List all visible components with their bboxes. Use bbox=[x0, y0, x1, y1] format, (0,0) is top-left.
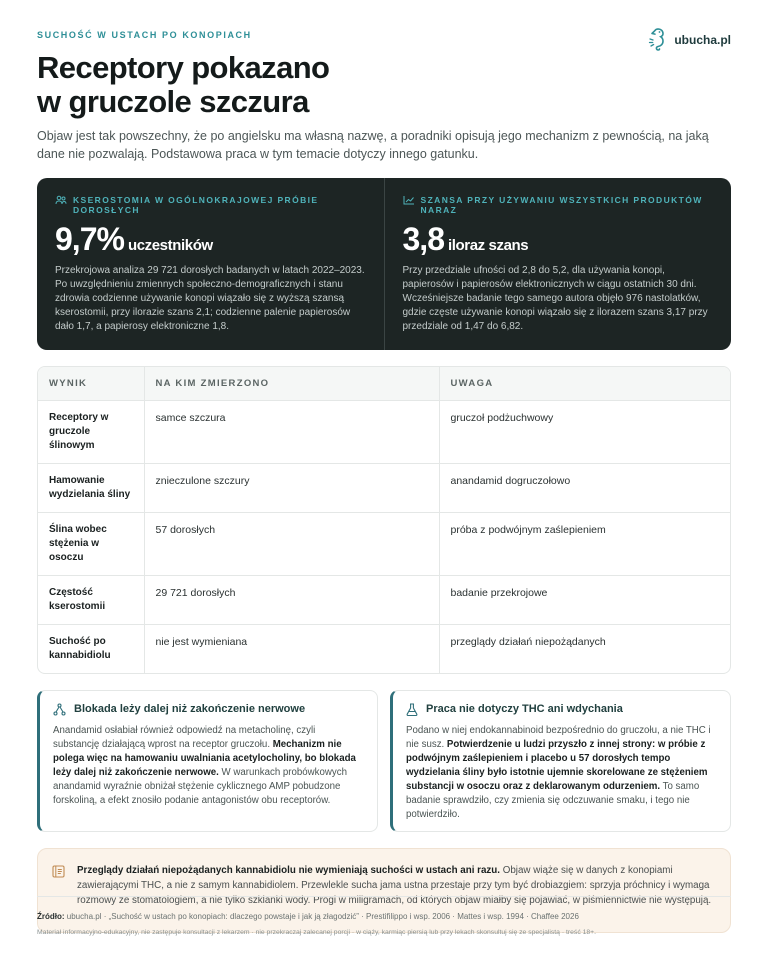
stat-label bbox=[55, 195, 367, 215]
stats-panel bbox=[37, 178, 731, 350]
source-label: Źródło: bbox=[37, 912, 65, 921]
brand-logo[interactable] bbox=[646, 27, 731, 53]
table-cell: 29 721 dorosłych bbox=[144, 575, 439, 624]
stat-label-text: SZANSA PRZY UŻYWANIU WSZYSTKICH PRODUKTÓW NARAZ bbox=[420, 195, 703, 215]
table-cell: Receptory w gruczole ślinowym bbox=[49, 411, 109, 451]
stat-xerostomia bbox=[37, 178, 384, 350]
table-row bbox=[38, 575, 730, 624]
note-body: Objaw wiąże się w danych z konopiami zawierającymi THC, a nie z samym kannabidiolem. Przewlekle sucha jama ustna przestaje przy tym być drobiazgiem: sprzyja próchnicy i wymaga rozmowy ze stomatologiem, a nie tylko szklanki wody. Progi w miligramach, od których objaw miałby się pojawiać, w piśmiennictwie nie występują. bbox=[77, 864, 712, 906]
brand-name: ubucha.pl bbox=[674, 33, 731, 47]
table-cell: 57 dorosłych bbox=[144, 512, 439, 575]
trend-icon bbox=[403, 195, 415, 205]
table-cell: anandamid dogruczołowo bbox=[439, 463, 730, 512]
table-cell: gruczoł podżuchwowy bbox=[439, 400, 730, 463]
card-text: W warunkach probówkowych anandamid wyraźnie obniżał stężenie cyklicznego AMP pobudzone forskoliną, a efekt znosiło podanie antagonistów obu receptorów. bbox=[53, 766, 347, 806]
document-icon bbox=[52, 865, 65, 878]
stat-label-text: KSEROSTOMIA W OGÓLNOKRAJOWEJ PRÓBIE DOROSŁYCH bbox=[73, 195, 319, 215]
source-line bbox=[37, 912, 731, 921]
card-text: Anandamid osłabiał również odpowiedź na metacholinę, czyli substancję działającą wprost na receptor gruczołu. bbox=[53, 724, 316, 750]
column-header: UWAGA bbox=[439, 367, 730, 400]
card-blockade bbox=[37, 690, 378, 832]
table-cell: Ślina wobec stężenia w osoczu bbox=[38, 512, 144, 575]
info-cards bbox=[37, 690, 731, 832]
table-row bbox=[38, 624, 730, 673]
title-line-1: Receptory pokazano bbox=[37, 50, 330, 85]
table-row bbox=[38, 512, 730, 575]
stat-value: 9,7% bbox=[55, 221, 124, 257]
stat-description: Przekrojowa analiza 29 721 dorosłych badanych w latach 2022–2023. Po uwzględnieniu zmiennych społeczno-demograficznych i stanu zdrowia codzienne używanie konopi wiązało się z wyższą szansą kserostomii, przy ilorazie szans 2,1; codzienne palenie papierosów dało 1,7, a papierosy elektroniczne 1,8. bbox=[55, 265, 365, 332]
table-row bbox=[38, 400, 730, 463]
stat-unit: iloraz szans bbox=[447, 237, 529, 254]
stat-odds-ratio bbox=[384, 178, 732, 350]
stat-unit: uczestników bbox=[127, 237, 213, 254]
card-title-text: Praca nie dotyczy THC ani wdychania bbox=[426, 703, 623, 715]
table-cell: nie jest wymieniana bbox=[144, 624, 439, 673]
footer bbox=[37, 896, 731, 936]
column-header: WYNIK bbox=[38, 367, 144, 400]
nerve-branch-icon bbox=[53, 703, 66, 716]
card-emphasis: Potwierdzenie u ludzi przyszło z innej strony: w próbie z podwójnym zaślepieniem i placebo u 57 dorosłych tempo wydzielania śliny było istotnie ujemnie skorelowane ze stężeniem substancji w osoczu oraz z deklarowanym odurzeniem. bbox=[406, 738, 708, 792]
card-body bbox=[53, 724, 363, 808]
card-body bbox=[406, 724, 716, 822]
stat-description: Przy przedziale ufności od 2,8 do 5,2, dla używania konopi, papierosów i papierosów elektronicznych w ciągu ostatnich 30 dni. Wcześniejsze badanie tego samego autora objęło 976 nastolatków, gdzie częste używanie konopi wiązało się z ilorazem szans 3,17 przy przedziale od 1,47 do 6,82. bbox=[402, 265, 708, 332]
card-text: Podano w niej endokannabinoid bezpośrednio do gruczołu, a nie THC i nie susz. bbox=[406, 724, 711, 750]
table-cell: Suchość po kannabidiolu bbox=[38, 624, 144, 673]
stat-label bbox=[403, 195, 715, 215]
table-cell: próba z podwójnym zaślepieniem bbox=[439, 512, 730, 575]
kicker: SUCHOŚĆ W USTACH PO KONOPIACH bbox=[37, 30, 252, 40]
stat-value: 3,8 bbox=[402, 221, 444, 257]
table-cell: przeglądy działań niepożądanych bbox=[439, 624, 730, 673]
table-header-row bbox=[38, 367, 730, 400]
card-title-text: Blokada leży dalej niż zakończenie nerwowe bbox=[74, 703, 306, 715]
title-line-2: w gruczole szczura bbox=[37, 84, 309, 119]
table-cell: badanie przekrojowe bbox=[439, 575, 730, 624]
table-cell: samce szczura bbox=[144, 400, 439, 463]
card-title bbox=[406, 703, 716, 716]
page-title bbox=[37, 51, 731, 119]
flask-icon bbox=[406, 703, 418, 716]
card-text: To samo badanie sprawdziło, czy zmienia się odczuwanie smaku, i tego nie potwierdziło. bbox=[406, 780, 700, 820]
table-cell: Hamowanie wydzielania śliny bbox=[38, 463, 144, 512]
disclaimer: Materiał informacyjno-edukacyjny, nie zastępuje konsultacji z lekarzem · nie przekraczaj zalecanej porcji · w ciąży, karmiąc piersią lub przy lekach skonsultuj się ze specjalistą · treść 18+. bbox=[37, 929, 597, 936]
people-icon bbox=[55, 195, 67, 205]
source-text: ubucha.pl · „Suchość w ustach po konopiach: dlaczego powstaje i jak ją złagodzić” · Prestifilippo i wsp. 2006 · Mattes i wsp. 1994 · Chaffee 2026 bbox=[64, 912, 579, 921]
card-thc bbox=[390, 690, 731, 832]
seahorse-logo-icon bbox=[646, 27, 668, 53]
stat-big bbox=[55, 221, 367, 258]
card-title bbox=[53, 703, 363, 716]
column-header: NA KIM ZMIERZONO bbox=[144, 367, 439, 400]
note-emphasis: Przeglądy działań niepożądanych kannabidiolu nie wymieniają suchości w ustach ani razu. bbox=[77, 864, 501, 876]
findings-table bbox=[37, 366, 731, 674]
table-cell: znieczulone szczury bbox=[144, 463, 439, 512]
card-emphasis: Mechanizm nie polega więc na hamowaniu uwalniania acetylocholiny, bo blokada leży dalej niż zakończenie nerwowe. bbox=[53, 738, 356, 778]
stat-big bbox=[403, 221, 715, 258]
lead-paragraph: Objaw jest tak powszechny, że po angielsku ma własną nazwę, a poradniki opisują jego mechanizm z pewnością, na jaką dane nie pozwalają. Podstawowa praca w tym temacie dotyczy innego gatunku. bbox=[37, 129, 709, 161]
table-cell: Częstość kserostomii bbox=[38, 575, 144, 624]
table-row bbox=[38, 463, 730, 512]
